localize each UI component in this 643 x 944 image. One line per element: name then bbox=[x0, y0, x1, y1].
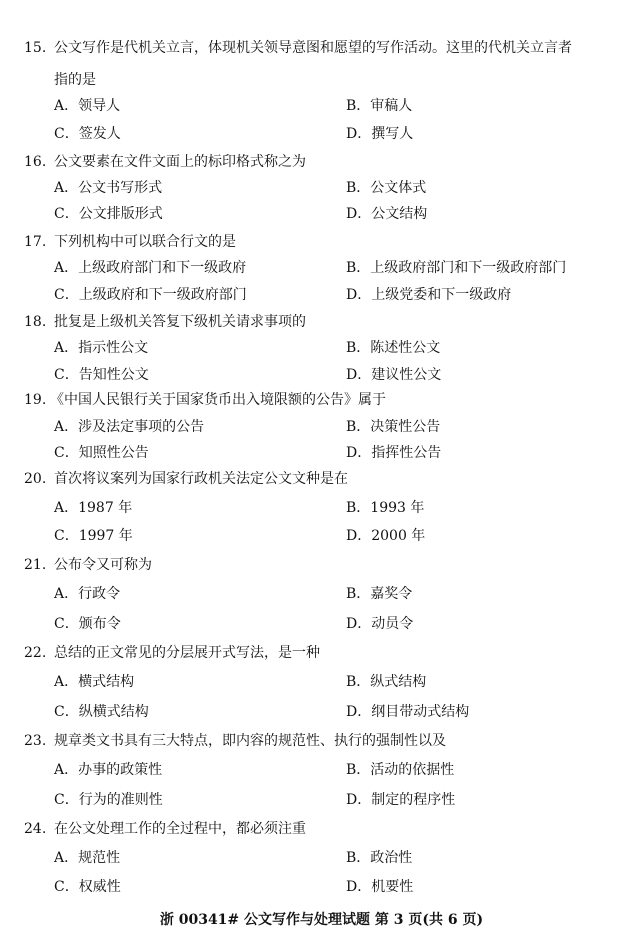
option-a: A．上级政府部门和下一级政府 bbox=[54, 260, 247, 276]
option-d: D．动员令 bbox=[346, 616, 414, 632]
option-c: C．上级政府和下一级政府部门 bbox=[54, 287, 247, 303]
option-c: C．公文排版形式 bbox=[54, 206, 163, 222]
question-text: 总结的正文常见的分层展开式写法，是一种 bbox=[54, 645, 320, 661]
question-number: 17. bbox=[24, 234, 47, 250]
question-number: 20. bbox=[24, 471, 47, 487]
option-a: A．公文书写形式 bbox=[54, 180, 163, 196]
option-c: C．颁布令 bbox=[54, 616, 121, 632]
question-text: 公布令又可称为 bbox=[54, 557, 152, 573]
question-number: 21. bbox=[24, 557, 47, 573]
question-text: 公文写作是代机关立言，体现机关领导意图和愿望的写作活动。这里的代机关立言者 bbox=[54, 40, 572, 56]
option-d: D．建议性公文 bbox=[346, 367, 442, 383]
option-b: B．1993 年 bbox=[346, 500, 425, 516]
option-a: A．1987 年 bbox=[54, 500, 133, 516]
option-d: D．指挥性公告 bbox=[346, 445, 442, 461]
question-number: 24. bbox=[24, 821, 47, 837]
option-a: A．行政令 bbox=[54, 586, 121, 602]
option-b: B．活动的依据性 bbox=[346, 762, 455, 778]
option-c: C．行为的准则性 bbox=[54, 792, 163, 808]
option-d: D．上级党委和下一级政府 bbox=[346, 287, 512, 303]
option-b: B．上级政府部门和下一级政府部门 bbox=[346, 260, 567, 276]
option-c: C．知照性公告 bbox=[54, 445, 149, 461]
question-number: 16. bbox=[24, 154, 47, 170]
question-number: 18. bbox=[24, 314, 47, 330]
option-a: A．横式结构 bbox=[54, 674, 135, 690]
option-a: A．领导人 bbox=[54, 98, 121, 114]
option-c: C．1997 年 bbox=[54, 528, 133, 544]
question-number: 15. bbox=[24, 40, 47, 56]
question-number: 23. bbox=[24, 733, 47, 749]
question-text: 《中国人民银行关于国家货币出入境限额的公告》属于 bbox=[50, 392, 386, 408]
question-text: 批复是上级机关答复下级机关请求事项的 bbox=[54, 314, 306, 330]
option-a: A．办事的政策性 bbox=[54, 762, 163, 778]
option-d: D．撰写人 bbox=[346, 126, 414, 142]
option-b: B．纵式结构 bbox=[346, 674, 427, 690]
question-text: 公文要素在文件文面上的标印格式称之为 bbox=[54, 154, 306, 170]
option-d: D．纲目带动式结构 bbox=[346, 704, 470, 720]
question-number: 19. bbox=[24, 392, 47, 408]
option-b: B．公文体式 bbox=[346, 180, 427, 196]
question-text: 在公文处理工作的全过程中，都必须注重 bbox=[54, 821, 306, 837]
question-text-continuation: 指的是 bbox=[54, 72, 96, 88]
option-d: D．制定的程序性 bbox=[346, 792, 456, 808]
option-c: C．告知性公文 bbox=[54, 367, 149, 383]
page-footer: 浙 00341# 公文写作与处理试题 第 3 页(共 6 页) bbox=[159, 912, 484, 928]
question-text: 下列机构中可以联合行文的是 bbox=[54, 234, 236, 250]
option-b: B．嘉奖令 bbox=[346, 586, 413, 602]
option-b: B．审稿人 bbox=[346, 98, 413, 114]
option-c: C．纵横式结构 bbox=[54, 704, 149, 720]
option-b: B．陈述性公文 bbox=[346, 340, 441, 356]
question-number: 22. bbox=[24, 645, 47, 661]
option-d: D．机要性 bbox=[346, 879, 414, 895]
question-text: 首次将议案列为国家行政机关法定公文文种是在 bbox=[54, 471, 348, 487]
option-a: A．涉及法定事项的公告 bbox=[54, 419, 205, 435]
option-b: B．政治性 bbox=[346, 850, 413, 866]
option-a: A．指示性公文 bbox=[54, 340, 149, 356]
option-d: D．公文结构 bbox=[346, 206, 428, 222]
option-a: A．规范性 bbox=[54, 850, 121, 866]
option-c: C．签发人 bbox=[54, 126, 121, 142]
option-c: C．权威性 bbox=[54, 879, 121, 895]
question-text: 规章类文书具有三大特点，即内容的规范性、执行的强制性以及 bbox=[54, 733, 446, 749]
option-b: B．决策性公告 bbox=[346, 419, 441, 435]
option-d: D．2000 年 bbox=[346, 528, 426, 544]
